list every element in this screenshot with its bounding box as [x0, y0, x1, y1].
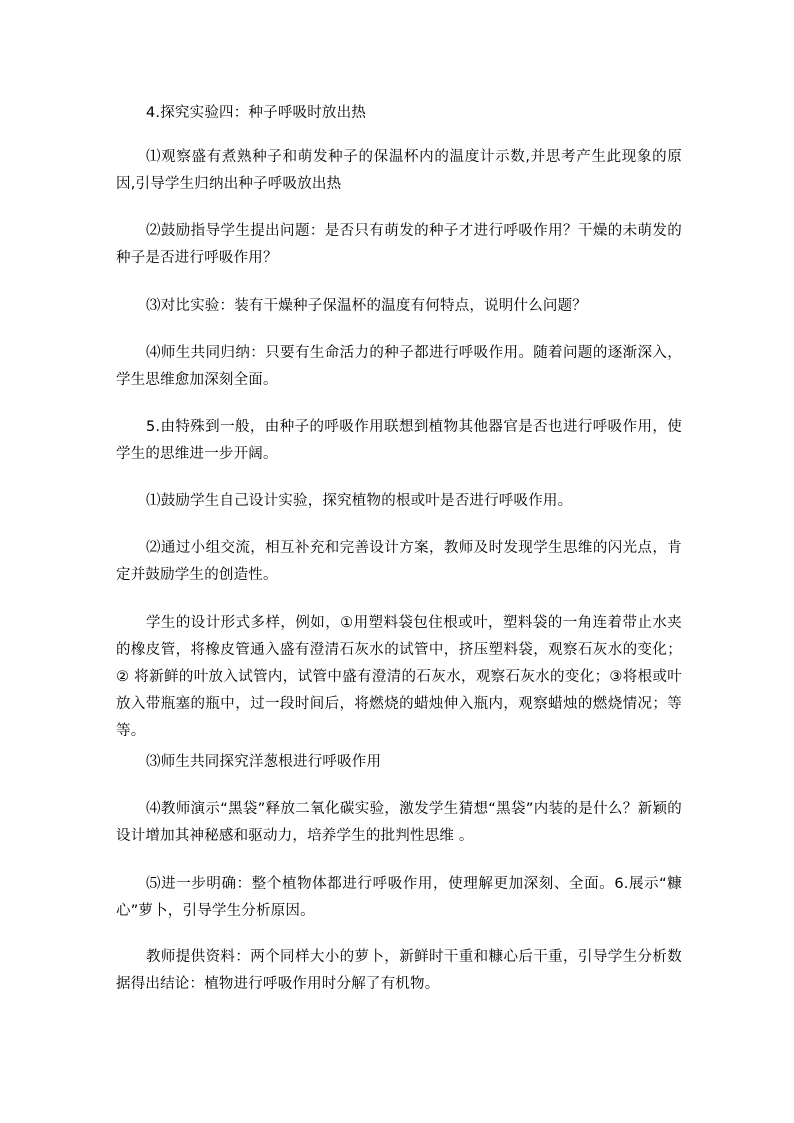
paragraph-teacher-material: 教师提供资料：两个同样大小的萝卜，新鲜时干重和糠心后干重，引导学生分析数据得出结论：植物进行呼吸作用时分解了有机物。 [116, 949, 682, 992]
paragraph-5-4: ⑷教师演示“黑袋”释放二氧化碳实验，激发学生猜想“黑袋”内装的是什么？新颖的设计增加其神秘感和驱动力，培养学生的批判性思维 。 [116, 801, 682, 844]
paragraph-student-designs: 学生的设计形式多样，例如，①用塑料袋包住根或叶，塑料袋的一角连着带止水夹的橡皮管，将橡皮管通入盛有澄清石灰水的试管中，挤压塑料袋，观察石灰水的变化；② 将新鲜的叶放入试管内，试管中盛有澄清的石灰水，观察石灰水的变化；③将根或叶放入带瓶塞的瓶中，过一段时间后，将燃烧的蜡烛伸入瓶内，观察蜡烛的燃烧情况；等等。 [116, 615, 682, 739]
paragraph-section-5-heading: 5.由特殊到一般，由种子的呼吸作用联想到植物其他器官是否也进行呼吸作用，使学生的思维进一步开阔。 [116, 419, 682, 462]
paragraph-4-2: ⑵鼓励指导学生提出问题：是否只有萌发的种子才进行呼吸作用？干燥的未萌发的种子是否进行呼吸作用？ [116, 223, 682, 266]
paragraph-5-3: ⑶师生共同探究洋葱根进行呼吸作用 [146, 754, 382, 770]
paragraph-4-4: ⑷师生共同归纳：只要有生命活力的种子都进行呼吸作用。随着问题的逐渐深入，学生思维愈加深刻全面。 [116, 345, 682, 388]
paragraph-experiment-4-heading: 4.探究实验四：种子呼吸时放出热 [146, 105, 367, 121]
paragraph-5-2: ⑵通过小组交流，相互补充和完善设计方案，教师及时发现学生思维的闪光点，肯定并鼓励学生的创造性。 [116, 540, 682, 583]
paragraph-4-3: ⑶对比实验：装有干燥种子保温杯的温度有何特点，说明什么问题？ [146, 298, 587, 314]
paragraph-5-1: ⑴鼓励学生自己设计实验，探究植物的根或叶是否进行呼吸作用。 [146, 493, 573, 509]
paragraph-4-1: ⑴观察盛有煮熟种子和萌发种子的保温杯内的温度计示数,并思考产生此现象的原因,引导学生归纳出种子呼吸放出热 [116, 149, 682, 192]
paragraph-5-5: ⑸进一步明确：整个植物体都进行呼吸作用，使理解更加深刻、全面。6.展示“糠心”萝卜，引导学生分析原因。 [116, 876, 682, 919]
